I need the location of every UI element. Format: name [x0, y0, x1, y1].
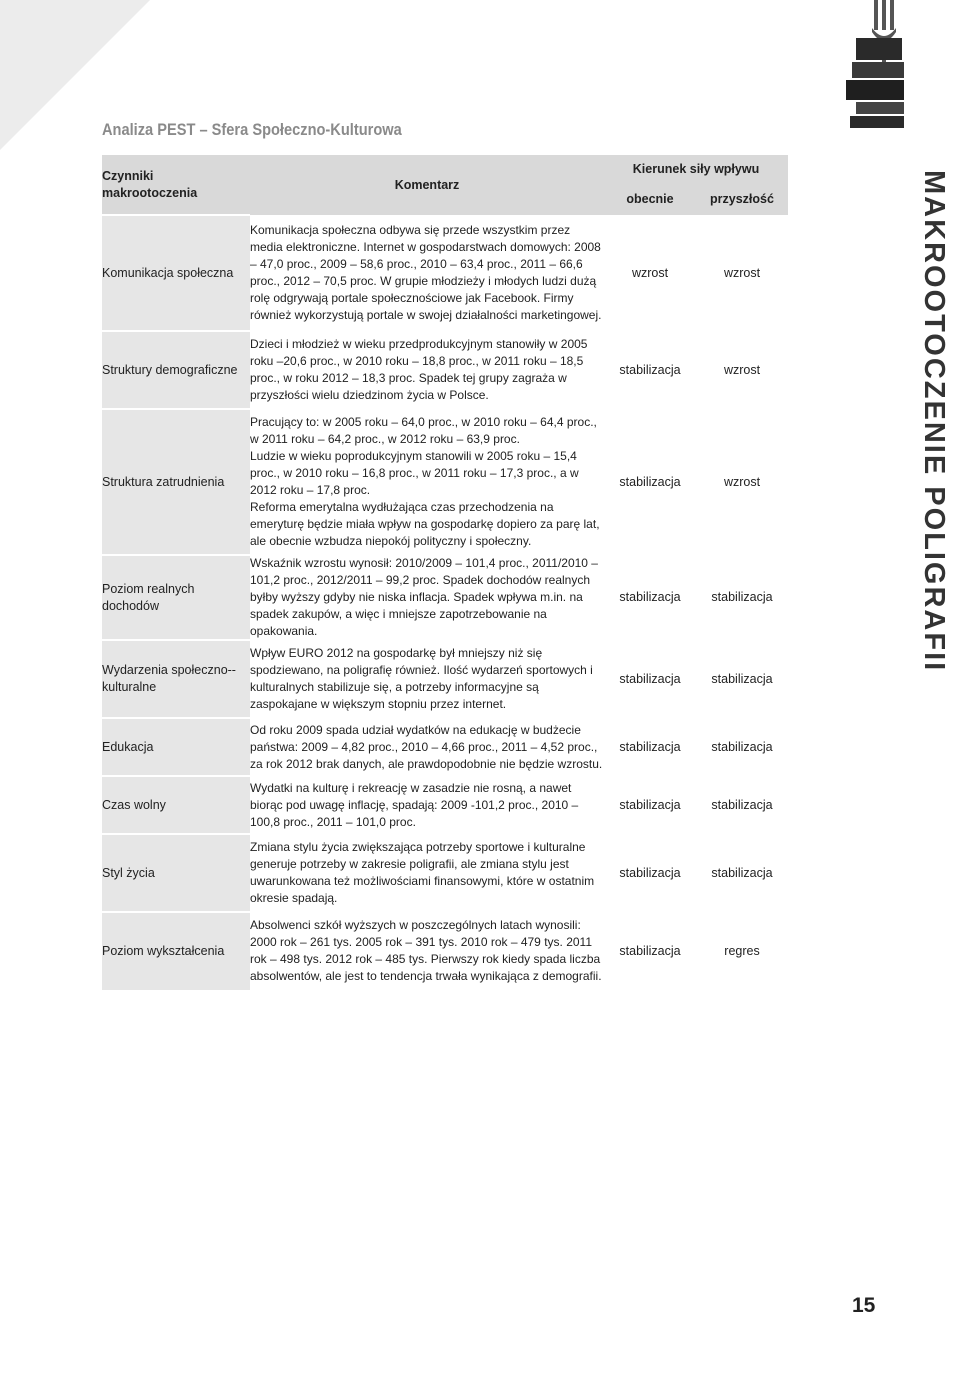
future-cell: wzrost: [723, 362, 761, 377]
factor-cell: Poziom wykształcenia: [102, 912, 250, 990]
page-title: Analiza PEST – Sfera Społeczno-Kulturowa: [102, 120, 402, 139]
current-cell: stabilizacja: [619, 671, 681, 686]
table-row: [102, 555, 788, 640]
factor-cell: Edukacja: [102, 718, 250, 776]
header-comment: Komentarz: [250, 155, 604, 215]
table-row: [102, 409, 788, 555]
future-cell: stabilizacja: [711, 739, 773, 754]
fork-icon: [836, 0, 912, 130]
factor-cell: Wydarzenia społeczno--kulturalne: [102, 640, 250, 718]
current-cell: stabilizacja: [619, 739, 681, 754]
comment-cell: Zmiana stylu życia zwiększająca potrzeby sportowe i kulturalne generuje potrzeby w zakresie poligrafii, ale zmiana stylu jest uwarunkowana też możliwościami finansowymi, które w ostatnim okresie spadają.: [250, 840, 595, 905]
future-cell: stabilizacja: [711, 865, 773, 880]
current-cell: stabilizacja: [619, 943, 681, 958]
factor-cell: Struktury demograficzne: [102, 331, 250, 409]
factor-cell: Czas wolny: [102, 776, 250, 834]
current-cell: stabilizacja: [619, 797, 681, 812]
current-cell: stabilizacja: [619, 474, 681, 489]
header-direction: Kierunek siły wpływu: [604, 155, 788, 184]
comment-cell: Wydatki na kulturę i rekreację w zasadzie nie rosną, a nawet biorąc pod uwagę inflację, spadają: 2009 -101,2 proc., 2010 – 100,8 proc., 2011 – 101,0 proc.: [250, 780, 579, 829]
factor-cell: Komunikacja społeczna: [102, 215, 250, 331]
comment-cell: Dzieci i młodzież w wieku przedprodukcyjnym stanowiły w 2005 roku –20,6 proc., w 2010 roku – 18,8 proc., w 2011 roku – 18,5 proc., w roku 2012 – 18,3 proc. Spadek tej grupy zagraża w przyszłości wielu dziedzinom życia w Polsce.: [250, 337, 588, 402]
comment-cell: Pracujący to: w 2005 roku – 64,0 proc., w 2010 roku – 64,4 proc., w 2011 roku – 64,2 proc., w 2012 roku – 63,9 proc. Ludzie w wieku poprodukcyjnym stanowili w 2005 roku – 15,4 proc., w 2010 roku – 16,8 proc., w 2011 roku – 17,3 proc., a w 2012 roku – 17,8 proc. Reforma emerytalna wydłużająca czas przechodzenia na emeryturę będzie miała wpływ na gospodarkę dopiero za parę lat, ale obecnie wzbudza niepokój polityczny i społeczny.: [250, 415, 600, 548]
future-cell: wzrost: [723, 474, 761, 489]
current-cell: wzrost: [631, 265, 669, 280]
table-row: [102, 834, 788, 912]
side-title: MAKROOTOCZENIE POLIGRAFII: [918, 170, 950, 673]
table-row: [102, 776, 788, 834]
future-cell: regres: [724, 943, 760, 958]
future-cell: stabilizacja: [711, 797, 773, 812]
table-row: [102, 718, 788, 776]
table-header-row: [102, 155, 788, 184]
comment-cell: Komunikacja społeczna odbywa się przede wszystkim przez media elektroniczne. Internet w gospodarstwach domowych: 2008 – 47,0 proc., 2009 – 58,6 proc., 2010 – 63,4 proc., 2011 – 66,6 proc., 2012 – 70,5 proc. W grupie młodzieży i młodych ludzi dużą rolę odgrywają portale społecznościowe jak Facebook. Firmy również wykorzystują portale w swojej działalności marketingowej.: [250, 223, 602, 322]
table-row: [102, 912, 788, 990]
page-number: 15: [852, 1294, 876, 1317]
comment-cell: Wskaźnik wzrostu wynosił: 2010/2009 – 101,4 proc., 2011/2010 – 101,2 proc., 2012/2011 – 99,2 proc. Spadek dochodów realnych byłby wyższy gdyby nie niska inflacja. Spadek wpływa m.in. na spadek zakupów, a więc i mniejsze zapotrzebowanie na opakowania.: [250, 556, 598, 638]
table-row: [102, 215, 788, 331]
factor-cell: Struktura zatrudnienia: [102, 409, 250, 555]
table-row: [102, 640, 788, 718]
future-cell: stabilizacja: [711, 590, 773, 604]
factor-cell: Poziom realnych dochodów: [102, 555, 250, 640]
factor-cell: Styl życia: [102, 834, 250, 912]
comment-cell: Absolwenci szkół wyższych w poszczególnych latach wynosili: 2000 rok – 261 tys. 2005 rok – 391 tys. 2010 rok – 479 tys. 2011 rok – 498 tys. 2012 rok – 485 tys. Pierwszy rok kiedy spada liczba absolwentów, ale jest to tendencja trwała wynikająca z demografii.: [250, 918, 602, 983]
current-cell: stabilizacja: [619, 865, 681, 880]
header-current: obecnie: [604, 184, 696, 215]
table-row: [102, 331, 788, 409]
comment-cell: Wpływ EURO 2012 na gospodarkę był mniejszy niż się spodziewano, na poligrafię również. Ilość wydarzeń sportowych i kulturalnych stabilizuje się, a potrzeby informacyjne są zaspokajane w większym stopniu przez internet.: [250, 646, 593, 711]
header-future: przyszłość: [696, 184, 788, 215]
comment-cell: Od roku 2009 spada udział wydatków na edukację w budżecie państwa: 2009 – 4,82 proc., 2010 – 4,66 proc., 2011 – 4,52 proc., za rok 2012 brak danych, ale prawdopodobnie nie będzie wzrostu.: [250, 722, 603, 771]
pest-table: [102, 155, 788, 990]
current-cell: stabilizacja: [619, 590, 681, 604]
future-cell: wzrost: [723, 265, 761, 280]
current-cell: stabilizacja: [619, 362, 681, 377]
future-cell: stabilizacja: [711, 671, 773, 686]
header-factor: Czynniki makrootoczenia: [102, 155, 250, 215]
